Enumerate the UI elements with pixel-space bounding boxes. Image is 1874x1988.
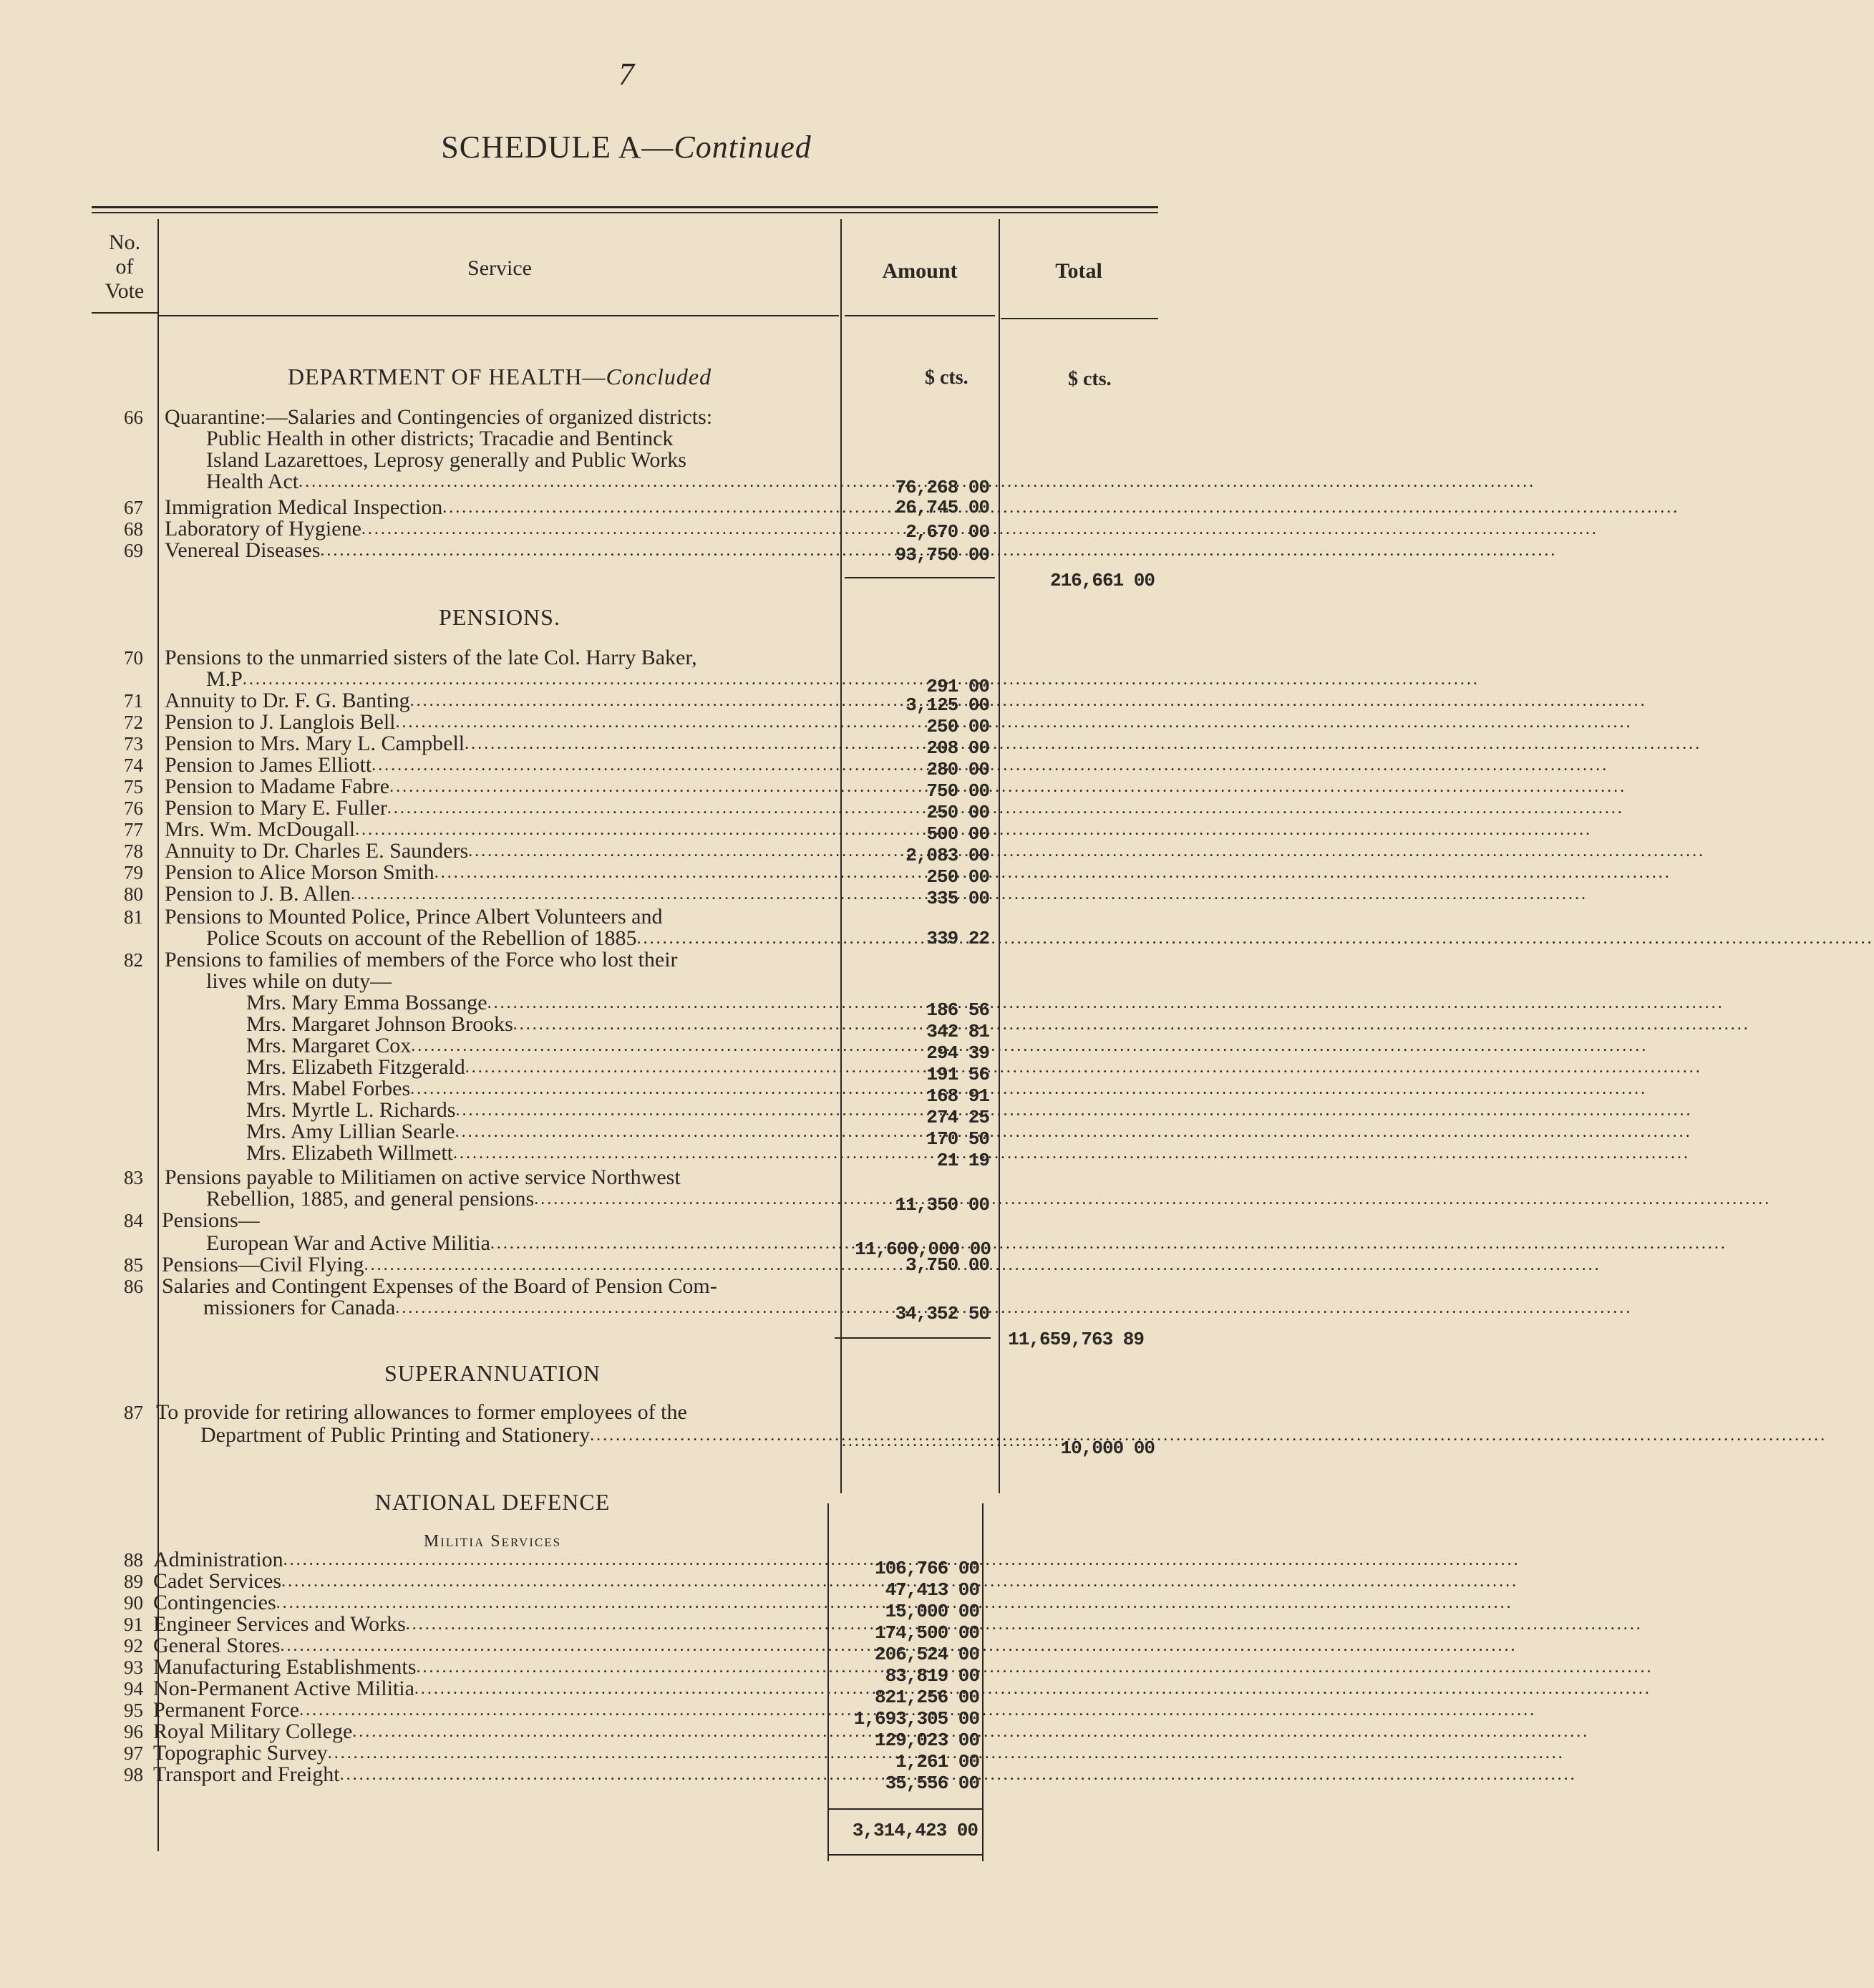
service-text	[156, 1402, 829, 1423]
dot-leader	[442, 497, 1679, 518]
service-line: To provide for retiring allowances to former employees of the	[156, 1400, 687, 1424]
service-text	[165, 819, 838, 840]
table-row-vote-73	[0, 732, 1314, 759]
amount-cell: 11,350 00	[895, 1194, 989, 1216]
vote-number: 92	[124, 1635, 143, 1657]
table-row-continuation	[0, 470, 1314, 498]
section-total-row	[0, 1437, 1314, 1459]
amount-cell: 191 56	[926, 1064, 989, 1085]
table-row-vote-97	[0, 1741, 1314, 1773]
vote-number: 80	[124, 883, 143, 905]
service-text	[165, 797, 838, 819]
vote-number: 94	[124, 1678, 143, 1700]
table-row-vote-72	[0, 710, 1314, 737]
vote-number: 90	[124, 1592, 143, 1614]
vote-number: 91	[124, 1614, 143, 1635]
dot-leader	[396, 712, 1633, 733]
service-line: Mrs. Margaret Johnson Brooks	[246, 1012, 513, 1036]
service-line: European War and Active Militia	[206, 1231, 490, 1255]
table-row-vote-85	[0, 1254, 1314, 1276]
total-cell: 11,659,763 89	[1008, 1329, 1144, 1350]
currency-amount-header: $ cts.	[925, 367, 968, 389]
service-text	[153, 1549, 826, 1571]
table-row-vote-80	[0, 882, 1314, 909]
amount-cell: 129,023 00	[874, 1730, 979, 1751]
vote-number: 97	[124, 1742, 143, 1764]
service-text	[206, 971, 838, 992]
dot-leader	[455, 1100, 1692, 1121]
service-line: M.P	[206, 667, 243, 691]
table-row-vote-69	[0, 538, 1314, 566]
amount-cell: 1,693,305 00	[853, 1708, 979, 1730]
service-line: Mrs. Elizabeth Willmett	[246, 1141, 454, 1165]
vote-number: 87	[124, 1402, 143, 1423]
service-text	[206, 450, 838, 471]
title-main: SCHEDULE A—	[441, 130, 674, 165]
header-amount: Amount	[882, 259, 958, 283]
service-line: Permanent Force	[153, 1698, 300, 1722]
table-row-continuation	[0, 450, 1314, 471]
service-line: Annuity to Dr. Charles E. Saunders	[165, 839, 469, 863]
table-row-widow	[0, 1012, 1314, 1042]
vote-number: 84	[124, 1210, 143, 1231]
dot-leader	[411, 1035, 1648, 1057]
service-line: Police Scouts on account of the Rebellion of 1885	[206, 926, 637, 950]
service-line: Topographic Survey	[153, 1741, 328, 1765]
service-text	[153, 1657, 826, 1678]
section-total-row	[0, 1329, 1314, 1350]
service-line: Non-Permanent Active Militia	[153, 1677, 414, 1700]
amount-cell: 250 00	[926, 802, 989, 823]
table-row-vote-89	[0, 1569, 1314, 1601]
vote-number: 72	[124, 712, 143, 733]
amount-cell: 47,413 00	[885, 1579, 979, 1601]
amount-cell: 821,256 00	[874, 1687, 979, 1708]
amount-cell: 500 00	[926, 823, 989, 845]
service-text	[153, 1678, 826, 1700]
vote-number: 83	[124, 1167, 143, 1188]
dot-leader	[414, 1678, 1651, 1700]
service-line: Royal Military College	[153, 1720, 353, 1743]
amount-cell: 291 00	[926, 676, 989, 697]
amount-cell: 21 19	[936, 1150, 989, 1171]
service-text	[165, 497, 838, 518]
service-text	[153, 1742, 826, 1764]
service-line: Laboratory of Hygiene	[165, 517, 361, 540]
table-row-vote-79	[0, 860, 1314, 888]
table-row-widow	[0, 1120, 1314, 1150]
service-line: Department of Public Printing and Stationery	[200, 1423, 591, 1447]
service-line: Manufacturing Establishments	[153, 1655, 417, 1679]
service-line: Rebellion, 1885, and general pensions	[206, 1187, 535, 1211]
amount-cell: 3,750 00	[906, 1254, 989, 1276]
header-rule-total	[1001, 318, 1158, 319]
service-line: Mrs. Myrtle L. Richards	[246, 1098, 456, 1122]
service-text	[165, 755, 838, 776]
table-row-vote-84	[0, 1210, 1314, 1231]
vote-number: 88	[124, 1549, 143, 1571]
service-text	[246, 1057, 838, 1078]
table-row-widow	[0, 1034, 1314, 1064]
service-line: Cadet Services	[153, 1569, 282, 1593]
service-text	[153, 1571, 826, 1592]
service-line: Venereal Diseases	[165, 538, 321, 562]
table-row-vote-70	[0, 647, 1314, 669]
service-line: Pensions payable to Militiamen on active service Northwest	[165, 1165, 681, 1189]
service-line: Salaries and Contingent Expenses of the Board of Pension Com-	[162, 1274, 717, 1298]
service-text	[246, 1014, 838, 1035]
table-row-vote-71	[0, 689, 1314, 716]
service-line: Mrs. Wm. McDougall	[165, 818, 356, 841]
table-row-vote-81	[0, 906, 1314, 928]
total-cell: 216,661 00	[1049, 570, 1155, 591]
amount-cell: 93,750 00	[895, 544, 989, 566]
vote-number: 69	[124, 540, 143, 561]
amount-cell: 3,125 00	[906, 694, 989, 716]
service-text	[246, 1121, 838, 1143]
bottom-rule	[829, 1854, 982, 1856]
amount-cell: 294 39	[926, 1042, 989, 1064]
service-text	[165, 883, 838, 905]
dot-leader	[637, 928, 1874, 949]
amount-cell: 35,556 00	[885, 1773, 979, 1794]
service-line: Pensions to families of members of the Force who lost their	[165, 948, 678, 971]
service-text	[165, 906, 838, 928]
header-total: Total	[1055, 259, 1102, 283]
service-line: Pension to Mrs. Mary L. Campbell	[165, 732, 465, 755]
table-row-widow	[0, 1098, 1314, 1128]
dot-leader	[468, 840, 1705, 862]
service-line: Administration	[153, 1548, 283, 1571]
vote-number: 77	[124, 819, 143, 840]
vote-number: 82	[124, 949, 143, 971]
amount-cell: 11,600,000 00	[855, 1238, 991, 1260]
service-line: Pensions to the unmarried sisters of the late Col. Harry Baker,	[165, 646, 697, 669]
amount-cell: 170 50	[926, 1128, 989, 1150]
service-line: Transport and Freight	[153, 1762, 340, 1786]
section-heading-superannuation: SUPERANNUATION	[384, 1360, 601, 1386]
vote-number: 85	[124, 1254, 143, 1276]
service-text	[153, 1635, 826, 1657]
dot-leader	[455, 1121, 1692, 1143]
vote-number: 89	[124, 1571, 143, 1592]
service-line: Island Lazarettoes, Leprosy generally and Public Works	[206, 448, 686, 472]
service-text	[153, 1592, 826, 1614]
subtotal-row	[0, 1820, 1314, 1841]
service-text	[246, 1078, 838, 1100]
service-text	[206, 669, 838, 690]
vote-number: 71	[124, 690, 143, 712]
service-text	[162, 1276, 835, 1297]
service-line: Engineer Services and Works	[153, 1612, 406, 1636]
table-row-vote-94	[0, 1677, 1314, 1708]
dot-leader	[513, 1014, 1750, 1035]
service-text	[165, 647, 838, 669]
table-row-widow	[0, 991, 1314, 1021]
table-row-continuation	[0, 1231, 1314, 1260]
table-row-vote-90	[0, 1591, 1314, 1622]
service-text	[165, 540, 838, 561]
top-double-rule	[92, 206, 1158, 213]
dot-leader	[410, 1078, 1647, 1100]
table-row-vote-75	[0, 775, 1314, 802]
service-text	[246, 1100, 838, 1121]
dot-leader	[410, 690, 1647, 712]
table-row-continuation	[0, 667, 1314, 697]
amount-cell: 250 00	[926, 716, 989, 737]
table-row-continuation	[0, 428, 1314, 450]
amount-cell: 168 91	[926, 1085, 989, 1107]
vote-number: 93	[124, 1657, 143, 1678]
table-row-vote-92	[0, 1634, 1314, 1665]
currency-total-header: $ cts.	[1068, 368, 1112, 390]
table-row-vote-76	[0, 796, 1314, 823]
service-text	[162, 1254, 835, 1276]
service-text	[153, 1700, 826, 1721]
dot-leader	[487, 992, 1724, 1014]
dot-leader	[434, 862, 1671, 883]
table-row-vote-78	[0, 839, 1314, 866]
dot-leader	[406, 1614, 1643, 1635]
vote-number: 79	[124, 862, 143, 883]
amount-cell: 26,745 00	[895, 497, 989, 518]
service-text	[153, 1614, 826, 1635]
vote-number: 86	[124, 1276, 143, 1297]
dot-leader	[490, 1233, 1727, 1254]
vote-number: 98	[124, 1764, 143, 1785]
service-line: Contingencies	[153, 1591, 276, 1614]
service-line: Pensions—Civil Flying	[162, 1253, 364, 1276]
service-line: Mrs. Mabel Forbes	[246, 1077, 411, 1100]
header-rule-vote	[92, 312, 157, 314]
vote-number: 78	[124, 840, 143, 862]
vote-number: 95	[124, 1700, 143, 1721]
vote-number: 76	[124, 797, 143, 819]
service-text	[165, 840, 838, 862]
service-text	[246, 992, 838, 1014]
service-line: Pensions—	[162, 1208, 260, 1232]
table-row-vote-91	[0, 1612, 1314, 1644]
dot-leader	[465, 1057, 1702, 1078]
amount-cell: 1,261 00	[895, 1751, 979, 1773]
table-row-continuation	[0, 1187, 1314, 1216]
service-text	[165, 1167, 838, 1188]
dot-leader	[465, 733, 1701, 755]
amount-cell: 335 00	[926, 888, 989, 909]
empty-amount-leader: ...................................	[842, 1432, 1067, 1450]
service-line: Mrs. Mary Emma Bossange	[246, 991, 487, 1014]
health-heading-suffix: Concluded	[606, 364, 712, 389]
service-line: lives while on duty—	[206, 969, 392, 993]
vote-number: 68	[124, 518, 143, 540]
service-text	[206, 428, 838, 450]
amount-cell: 83,819 00	[885, 1665, 979, 1687]
title-continued: Continued	[674, 130, 812, 165]
service-line: Annuity to Dr. F. G. Banting	[165, 689, 410, 712]
service-line: Mrs. Margaret Cox	[246, 1034, 412, 1057]
service-text	[206, 1188, 838, 1210]
dot-leader	[453, 1143, 1690, 1164]
table-row-widow	[0, 1055, 1314, 1085]
total-cell: 10,000 00	[1060, 1437, 1155, 1459]
service-text	[165, 776, 838, 797]
amount-cell: 339 22	[926, 928, 989, 949]
dot-leader	[389, 776, 1626, 797]
amount-cell: 206,524 00	[874, 1644, 979, 1665]
service-text	[206, 1233, 838, 1254]
service-line: Pension to J. Langlois Bell	[165, 710, 396, 734]
header-service: Service	[467, 256, 532, 280]
service-line: Mrs. Elizabeth Fitzgerald	[246, 1055, 465, 1079]
table-row-vote-88	[0, 1548, 1314, 1579]
table-row-continuation	[0, 971, 1314, 992]
section-heading-health	[159, 364, 840, 390]
service-text	[165, 407, 838, 428]
service-line: Pension to J. B. Allen	[165, 882, 351, 906]
page-title	[0, 129, 1253, 165]
table-row-widow	[0, 1077, 1314, 1107]
vote-number: 66	[124, 407, 143, 428]
subsection-heading-militia: Militia Services	[423, 1532, 562, 1551]
header-no-of-vote	[92, 231, 157, 304]
table-row-vote-77	[0, 818, 1314, 845]
service-line: Pension to James Elliott	[165, 753, 372, 777]
service-line: Pension to Madame Fabre	[165, 775, 390, 798]
service-text	[203, 1297, 838, 1319]
section-heading-pensions: PENSIONS.	[439, 604, 560, 630]
service-text	[165, 712, 838, 733]
amount-cell: 186 56	[926, 999, 989, 1021]
service-line: General Stores	[153, 1634, 281, 1657]
header-of: of	[115, 255, 134, 278]
amount-cell: 250 00	[926, 866, 989, 888]
table-row-vote-82	[0, 949, 1314, 971]
table-row-continuation	[0, 1296, 1314, 1324]
service-line: Pension to Mary E. Fuller	[165, 796, 387, 820]
table-row-continuation	[0, 928, 1314, 949]
service-text	[206, 928, 838, 949]
service-text	[165, 862, 838, 883]
table-row-vote-96	[0, 1720, 1314, 1751]
service-text	[153, 1721, 826, 1742]
table-row-vote-86	[0, 1276, 1314, 1297]
health-heading-text: DEPARTMENT OF HEALTH—	[287, 364, 606, 389]
dot-leader	[387, 797, 1624, 819]
service-text	[246, 1035, 838, 1057]
service-line: Pension to Alice Morson Smith	[165, 860, 434, 884]
amount-cell: 106,766 00	[874, 1558, 979, 1579]
table-row-vote-87	[0, 1402, 1314, 1423]
amount-cell: 76,268 00	[895, 477, 989, 498]
dot-leader	[395, 1297, 1632, 1319]
header-rule-service	[159, 315, 839, 316]
amount-cell: 2,083 00	[906, 845, 989, 866]
dot-leader	[534, 1188, 1771, 1210]
vote-number: 74	[124, 755, 143, 776]
vote-number: 70	[124, 647, 143, 669]
amount-cell: 174,500 00	[874, 1622, 979, 1644]
table-row-vote-66	[0, 407, 1314, 428]
amount-cell: 34,352 50	[895, 1303, 989, 1324]
vote-number: 81	[124, 906, 143, 928]
amount-cell: 750 00	[926, 780, 989, 802]
table-row-vote-95	[0, 1698, 1314, 1730]
service-text	[165, 690, 838, 712]
vote-number: 67	[124, 497, 143, 518]
service-line: Quarantine:—Salaries and Contingencies of organized districts:	[165, 405, 713, 429]
amount-cell: 342 81	[926, 1021, 989, 1042]
service-line: missioners for Canada	[203, 1296, 396, 1319]
service-text	[153, 1764, 826, 1785]
amount-cell: 274 25	[926, 1107, 989, 1128]
section-heading-defence: NATIONAL DEFENCE	[374, 1489, 611, 1515]
service-text	[206, 471, 838, 493]
service-text	[165, 949, 838, 971]
vote-number: 75	[124, 776, 143, 797]
service-text	[165, 518, 838, 540]
table-row-vote-68	[0, 517, 1314, 543]
service-line: Public Health in other districts; Tracadie and Bentinck	[206, 427, 674, 450]
table-row-vote-93	[0, 1655, 1314, 1687]
dot-leader	[416, 1657, 1653, 1678]
table-row-vote-83	[0, 1167, 1314, 1188]
amount-cell: 15,000 00	[885, 1601, 979, 1622]
section-total-row	[0, 570, 1314, 591]
service-line: Pensions to Mounted Police, Prince Albert Volunteers and	[165, 905, 663, 928]
vote-number: 73	[124, 733, 143, 755]
header-no: No.	[108, 231, 141, 254]
service-line: Health Act	[206, 470, 299, 493]
service-text	[162, 1210, 835, 1231]
subtotal-cell: 3,314,423 00	[852, 1820, 978, 1841]
service-line: Immigration Medical Inspection	[165, 495, 443, 519]
page-number: 7	[618, 57, 634, 92]
header-vote: Vote	[105, 279, 145, 303]
amount-cell: 2,670 00	[906, 521, 989, 543]
header-rule-amount	[845, 315, 995, 316]
amount-cell: 280 00	[926, 759, 989, 780]
table-row-vote-74	[0, 753, 1314, 780]
service-text	[246, 1143, 838, 1164]
table-row-widow	[0, 1141, 1314, 1171]
subtotal-rule	[829, 1808, 982, 1810]
service-text	[165, 733, 838, 755]
service-line: Mrs. Amy Lillian Searle	[246, 1120, 455, 1143]
dot-leader	[372, 755, 1608, 776]
amount-cell: 208 00	[926, 737, 989, 759]
table-row-vote-67	[0, 497, 1314, 518]
vote-number: 96	[124, 1721, 143, 1742]
